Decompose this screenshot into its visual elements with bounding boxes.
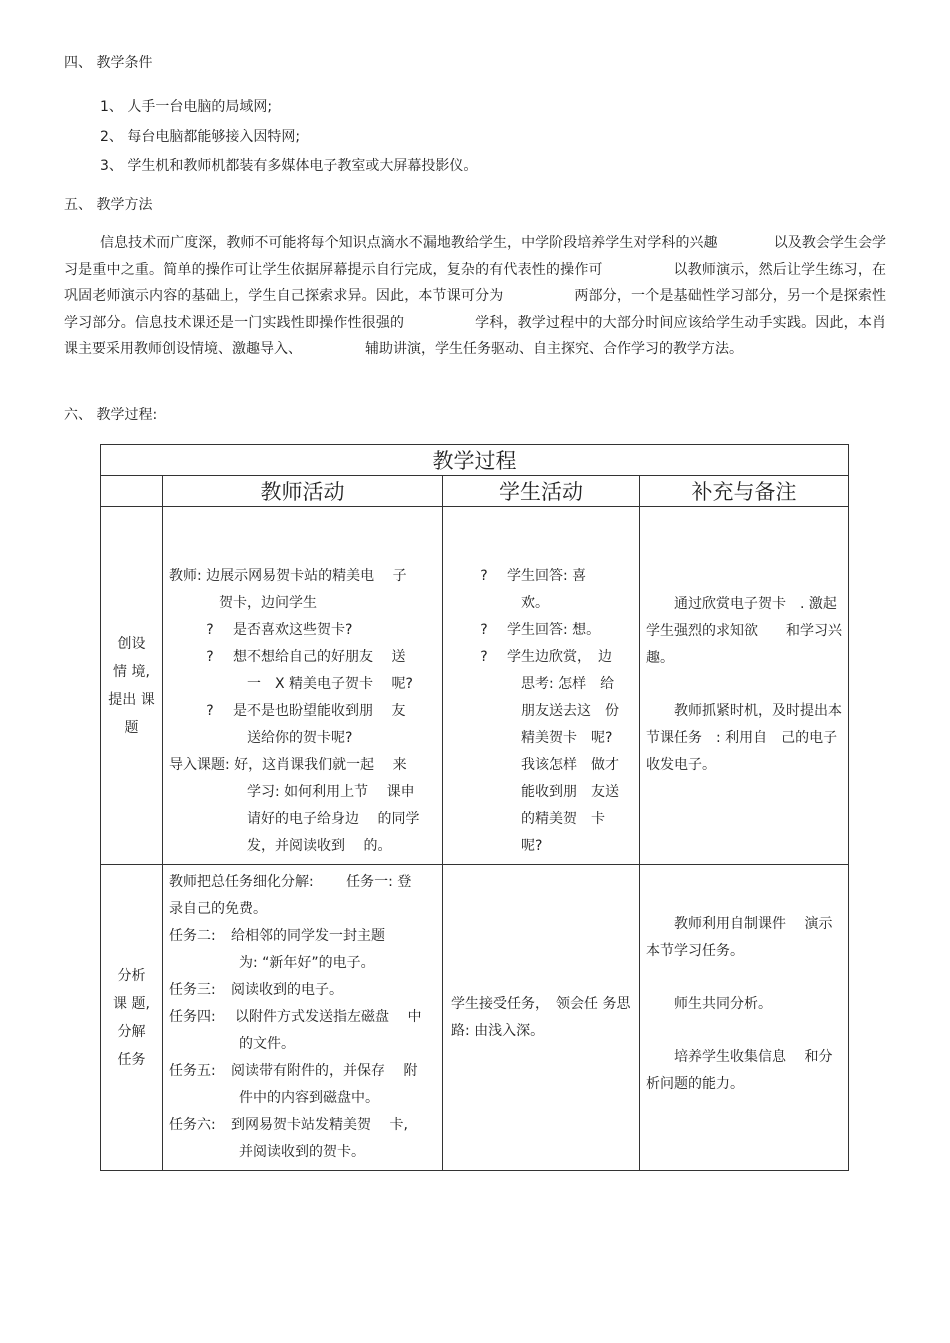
section6-heading: 六、 教学过程: [64, 407, 158, 423]
method-paragraph [64, 230, 886, 363]
section4-heading: 四、 教学条件 [64, 55, 153, 71]
task-line [169, 977, 436, 1004]
lead-line: 请好的电子给身边 的同学 [247, 811, 420, 827]
note-text: 教师抓紧时机，及时提出本节课任务 : 利用自 己的电子收发电子。 [646, 703, 842, 773]
task-label: 任务三: [169, 982, 216, 998]
note-text: 师生共同分析。 [674, 996, 772, 1012]
task-line [169, 1112, 436, 1139]
task-text: 阅读收到的电子。 [231, 982, 343, 998]
stage-line: 情 境, [113, 663, 150, 680]
table-title: 教学过程 [101, 445, 849, 476]
teacher-intro-cont: 贺卡，边问学生 [219, 595, 317, 611]
student-cell-2 [443, 865, 640, 1171]
task-line [169, 1004, 436, 1031]
student-text-cont: 的精美贺 卡 [521, 811, 605, 827]
student-text-cont: 欢。 [521, 595, 549, 611]
condition-item-1: 1、 人手一台电脑的局域网; [100, 99, 273, 115]
student-text-cont: 朋友送去这 份 [521, 703, 619, 719]
task-text: 阅读带有附件的，并保存 附 [231, 1063, 418, 1079]
stage-line: 课 题, [113, 995, 150, 1012]
condition-item-2: 2、 每台电脑都能够接入因特网; [100, 129, 301, 145]
teaching-process-table [100, 444, 849, 1171]
stage-line: 创设 [117, 635, 146, 652]
note-text: 通过欣赏电子贺卡 . 激起学生强烈的求知欲 和学习兴趣。 [646, 596, 842, 666]
task-text: 教师把总任务细化分解: 任务一: 登 [169, 874, 412, 890]
notes-cell-2 [640, 865, 849, 1171]
task-text: 以附件方式发送指左磁盘 中 [235, 1009, 422, 1025]
teacher-cell-1 [163, 507, 443, 865]
question-text: 是否喜欢这些贺卡? [233, 622, 353, 638]
header-student: 学生活动 [443, 476, 640, 507]
task-line [169, 1058, 436, 1085]
question-text-cont: 送给你的贺卡呢? [247, 730, 353, 746]
stage-cell-2 [101, 865, 163, 1171]
task-text: 给相邻的同学发一封主题 [231, 928, 385, 944]
header-stage [101, 476, 163, 507]
header-teacher: 教师活动 [163, 476, 443, 507]
question-mark: ? [206, 649, 214, 665]
question-mark: ? [206, 703, 214, 719]
student-text: 学生边欣赏， 边 [507, 649, 612, 665]
task-label: 任务四: [169, 1009, 216, 1025]
method-paragraph-text: 信息技术而广度深，教师不可能将每个知识点滴水不漏地教给学生，中学阶段培养学生对学科的兴趣 以及教会学生会学习是重中之重。简单的操作可让学生依据屏幕提示自行完成，复杂的有代表性的操作可 以教师演示，然后让学生练习，在巩固老师演示内容的基础上，学生自己探索求异。因此，本节课可分为 两部分，一个是基础性学习部分，另一个是探索性学习部分。信息技术课还是一门实践性即操作性很强的 学科，教学过程中的大部分时间应该给学生动手实践。因此，本肖课主要采用教师创设情境、激趣导入、 辅助讲演，学生任务驱动、自主探究、合作学习的教学方法。 [64, 235, 886, 357]
task-line [169, 869, 436, 896]
stage-line: 题 [124, 719, 139, 736]
student-mark: ? [480, 622, 488, 638]
student-mark: ? [480, 568, 488, 584]
task-text-cont: 为: “新年好”的电子。 [239, 955, 375, 971]
teacher-intro: 教师: 边展示网易贺卡站的精美电 子 [169, 568, 407, 584]
student-text-cont: 我该怎样 做才 [521, 757, 619, 773]
notes-cell-1 [640, 507, 849, 865]
question-mark: ? [206, 622, 214, 638]
question-item [169, 644, 436, 671]
student-text: 学生回答: 喜 [507, 568, 587, 584]
teacher-cell-2 [163, 865, 443, 1171]
question-item [169, 698, 436, 725]
question-text: 想不想给自己的好朋友 送 [233, 649, 406, 665]
student-item [449, 644, 633, 671]
stage-line: 分解 [117, 1023, 146, 1040]
lead-line: 导入课题: 好，这肖课我们就一起 来 [169, 757, 407, 773]
task-text-cont: 的文件。 [239, 1036, 295, 1052]
question-item [169, 617, 436, 644]
task-text-cont: 件中的内容到磁盘中。 [239, 1090, 379, 1106]
student-mark: ? [480, 649, 488, 665]
lead-line: 发，并阅读收到 的。 [247, 838, 392, 854]
note-text: 教师利用自制课件 演示本节学习任务。 [646, 916, 833, 959]
student-text-cont: 精美贺卡 呢? [521, 730, 613, 746]
stage-line: 分析 [117, 967, 146, 984]
student-item [449, 563, 633, 590]
student-text-cont: 呢? [521, 838, 543, 854]
condition-item-3: 3、 学生机和教师机都装有多媒体电子教室或大屏幕投影仪。 [100, 158, 478, 174]
stage-line: 任务 [117, 1051, 146, 1068]
student-cell-1 [443, 507, 640, 865]
lead-line: 学习: 如何利用上节 课申 [247, 784, 415, 800]
task-line [169, 896, 436, 923]
task-line [169, 923, 436, 950]
student-text-cont: 能收到朋 友送 [521, 784, 619, 800]
task-text: 到网易贺卡站发精美贺 卡, [231, 1117, 408, 1133]
student-item [449, 617, 633, 644]
stage-line: 提出 课 [108, 691, 155, 708]
task-text-cont: 并阅读收到的贺卡。 [239, 1144, 365, 1160]
stage-cell-1 [101, 507, 163, 865]
task-text: 录自己的免费。 [169, 901, 267, 917]
student-task-text: 学生接受任务， 领会任 务思路: 由浅入深。 [451, 995, 631, 1039]
note-text: 培养学生收集信息 和分析问题的能力。 [646, 1049, 833, 1092]
question-text-cont: 一 X 精美电子贺卡 呢? [247, 676, 413, 692]
task-label: 任务六: [169, 1117, 216, 1133]
header-notes: 补充与备注 [640, 476, 849, 507]
section5-heading: 五、 教学方法 [64, 197, 153, 213]
question-text: 是不是也盼望能收到朋 友 [233, 703, 406, 719]
task-label: 任务二: [169, 928, 216, 944]
task-label: 任务五: [169, 1063, 216, 1079]
student-text-cont: 思考: 怎样 给 [521, 676, 615, 692]
student-text: 学生回答: 想。 [507, 622, 601, 638]
